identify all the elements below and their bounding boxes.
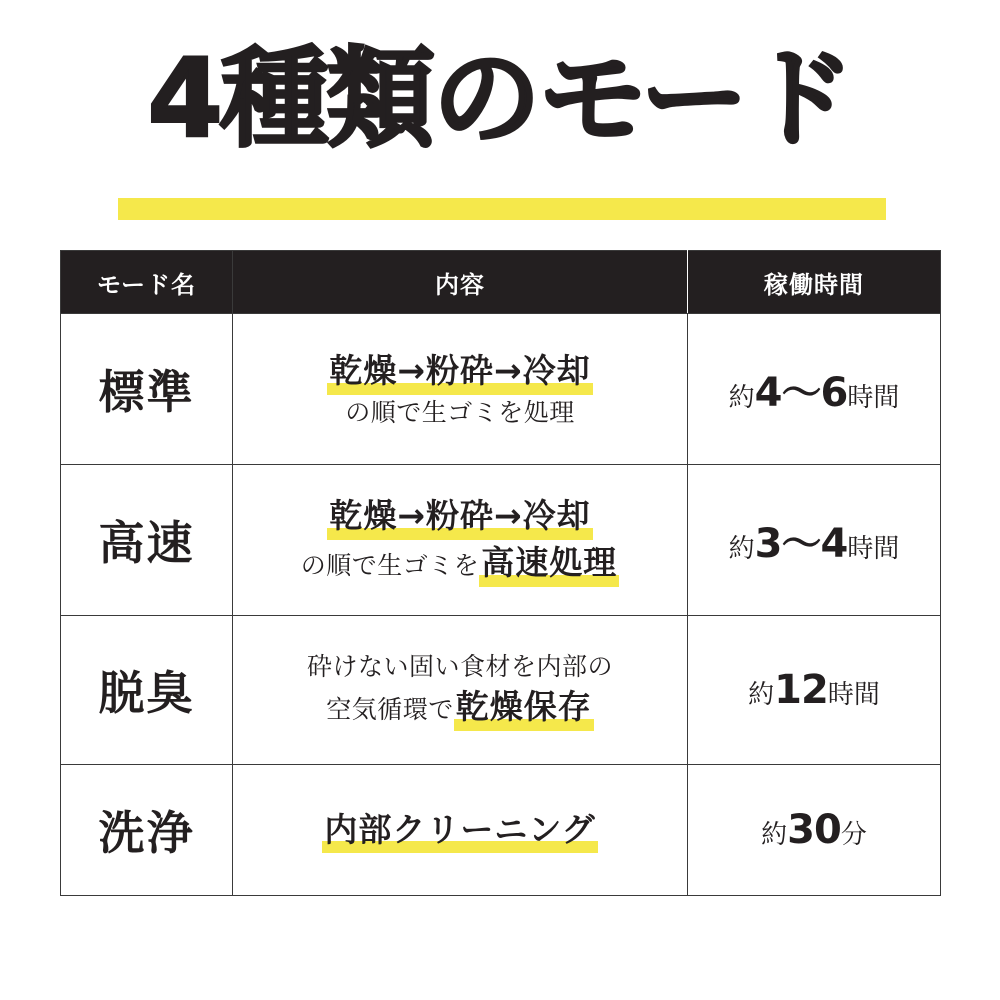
runtime-value: 30 [787,807,841,853]
cell-description [233,616,688,765]
runtime-value: 3～4 [754,520,848,567]
cell-runtime [688,465,941,616]
description-line-2: の順で生ゴミを処理 [345,397,575,427]
cell-mode-name: 高速 [61,465,233,616]
cell-description [233,465,688,616]
table-header-row [61,251,941,314]
description-line-1: 内部クリーニング [322,807,597,854]
description-line-2-plain: 空気循環で [326,695,454,725]
cell-runtime [688,765,941,896]
cell-runtime [688,314,941,465]
description-line-1: 乾燥→粉砕→冷却 [327,348,592,395]
runtime-value: 4～6 [754,369,848,416]
runtime-prefix: 約 [728,533,755,564]
description-line-2-emphasis: 乾燥保存 [454,684,594,731]
table-row [61,314,941,465]
runtime-prefix: 約 [761,820,788,850]
runtime-value: 12 [774,667,828,713]
cell-description [233,314,688,465]
mode-table [60,250,941,896]
description-line-1: 砕けない固い食材を内部の [306,651,613,681]
column-header-mode-name: モード名 [61,251,233,314]
column-header-description: 内容 [233,251,688,314]
description-line-2-plain: の順で生ゴミを [300,551,480,580]
cell-mode-name: 洗浄 [61,765,233,896]
cell-runtime [688,616,941,765]
column-header-runtime: 稼働時間 [688,251,941,314]
mode-table-wrapper [60,250,940,896]
description-line-2-emphasis: 高速処理 [479,540,619,587]
cell-mode-name: 標準 [61,314,233,465]
runtime-unit: 分 [840,820,867,850]
table-row [61,616,941,765]
description-line-2 [233,684,687,731]
page-title-block [0,37,1000,162]
table-head [61,251,941,314]
table-row [61,465,941,616]
cell-description [233,765,688,896]
description-line-1: 乾燥→粉砕→冷却 [327,493,592,540]
table-row [61,765,941,896]
runtime-prefix: 約 [728,382,755,413]
title-highlight-bar [118,198,886,220]
description-line-2 [233,540,687,587]
cell-mode-name: 脱臭 [61,616,233,765]
runtime-prefix: 約 [748,680,775,710]
runtime-unit: 時間 [847,382,900,413]
runtime-unit: 時間 [827,680,880,710]
table-body [61,314,941,896]
runtime-unit: 時間 [847,533,900,564]
page-title: 4種類のモード [147,37,853,162]
